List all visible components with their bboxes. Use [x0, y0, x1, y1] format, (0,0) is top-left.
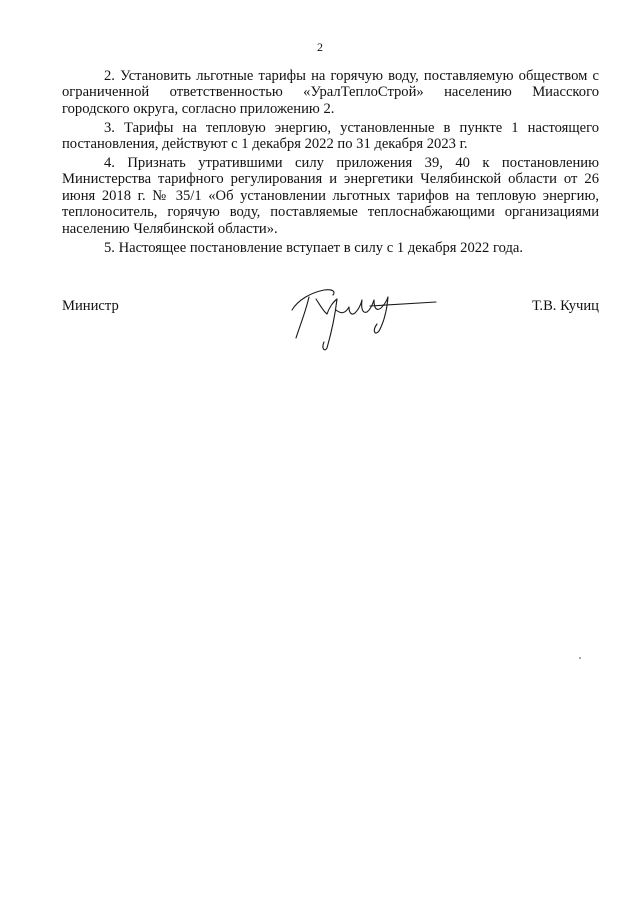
paragraph-item-2: 2. Установить льготные тарифы на горячую воду, поставляемую обществом с ограниченной ответственностью «УралТеплоСтрой» населению Миасского городского округа, согласно приложению 2. — [62, 68, 599, 117]
handwritten-signature — [290, 286, 440, 351]
signature-block — [62, 286, 599, 356]
document-body — [62, 68, 599, 258]
paragraph-item-5: 5. Настоящее постановление вступает в силу с 1 декабря 2022 года. — [104, 239, 524, 256]
signer-title: Министр — [62, 298, 119, 314]
scan-speck — [579, 657, 581, 659]
paragraph-item-3: 3. Тарифы на тепловую энергию, установленные в пункте 1 настоящего постановления, действуют с 1 декабря 2022 по 31 декабря 2023 г. — [62, 119, 599, 153]
page-number: 2 — [317, 40, 323, 54]
signer-name: Т.В. Кучиц — [531, 298, 599, 314]
paragraph-item-4: 4. Признать утратившими силу приложения 39, 40 к постановлению Министерства тарифного регулирования и энергетики Челябинской области от 26 июня 2018 г. № 35/1 «Об установлении льготных тарифов на тепловую энергию, теплоноситель, горячую воду, поставляемые теплоснабжающими организациями населению Челябинской области». — [62, 155, 599, 237]
